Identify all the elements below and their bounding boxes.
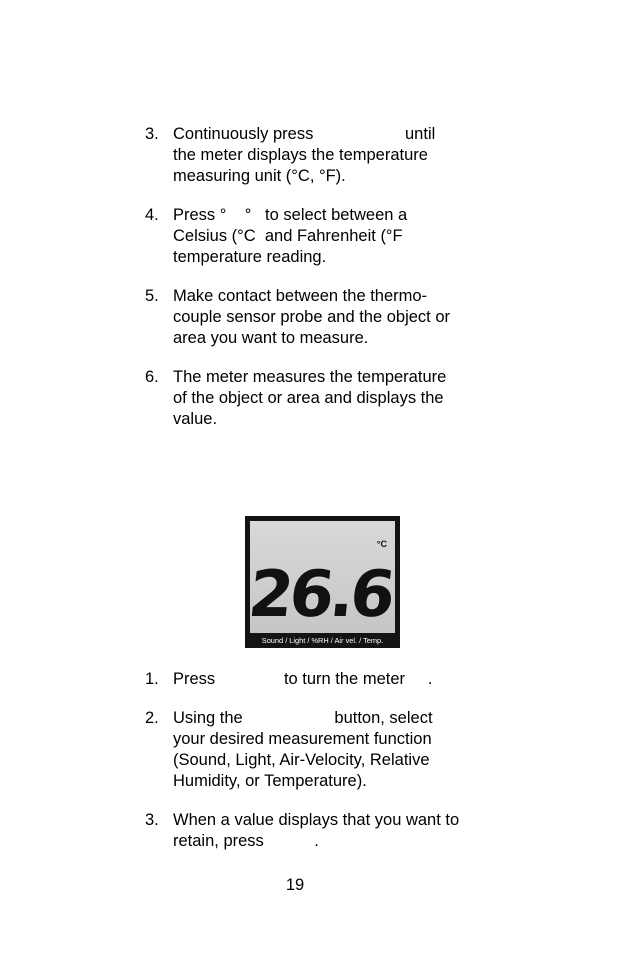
step-text: When a value displays that you want to retain, press .	[173, 811, 460, 850]
step-number: 3.	[145, 811, 159, 829]
step-number: 4.	[145, 206, 159, 224]
step-text: Using the button, select your desired measurement function (Sound, Light, Air-Velocity, Relative Humidity, or Temperature).	[173, 709, 433, 790]
step-text: Continuously press until the meter displays the temperature measuring unit (°C, °F).	[173, 125, 436, 185]
list-item	[145, 124, 515, 187]
step-number: 1.	[145, 670, 159, 688]
step-text: Make contact between the thermo- couple sensor probe and the object or area you want to measure.	[173, 287, 451, 347]
lcd-display-image	[245, 516, 400, 648]
temperature-steps-list	[145, 124, 515, 448]
list-item	[145, 708, 515, 792]
step-text: The meter measures the temperature of the object or area and displays the value.	[173, 368, 447, 428]
lcd-function-caption: Sound / Light / %RH / Air vel. / Temp.	[261, 636, 384, 645]
step-number: 2.	[145, 709, 159, 727]
step-text: Press ° ° to select between a Celsius (°C and Fahrenheit (°F temperature reading.	[173, 206, 408, 266]
lcd-reading: 26.6	[245, 558, 395, 632]
list-item	[145, 810, 515, 852]
lcd-screen	[245, 521, 395, 633]
list-item	[145, 367, 515, 430]
step-number: 6.	[145, 368, 159, 386]
step-number: 5.	[145, 287, 159, 305]
list-item	[145, 669, 515, 690]
list-item	[145, 286, 515, 349]
hold-steps-list	[145, 669, 515, 870]
page-number: 19	[285, 876, 305, 894]
step-number: 3.	[145, 125, 159, 143]
step-text: Press to turn the meter .	[173, 670, 433, 688]
list-item	[145, 205, 515, 268]
lcd-unit-label: °C	[376, 539, 387, 549]
